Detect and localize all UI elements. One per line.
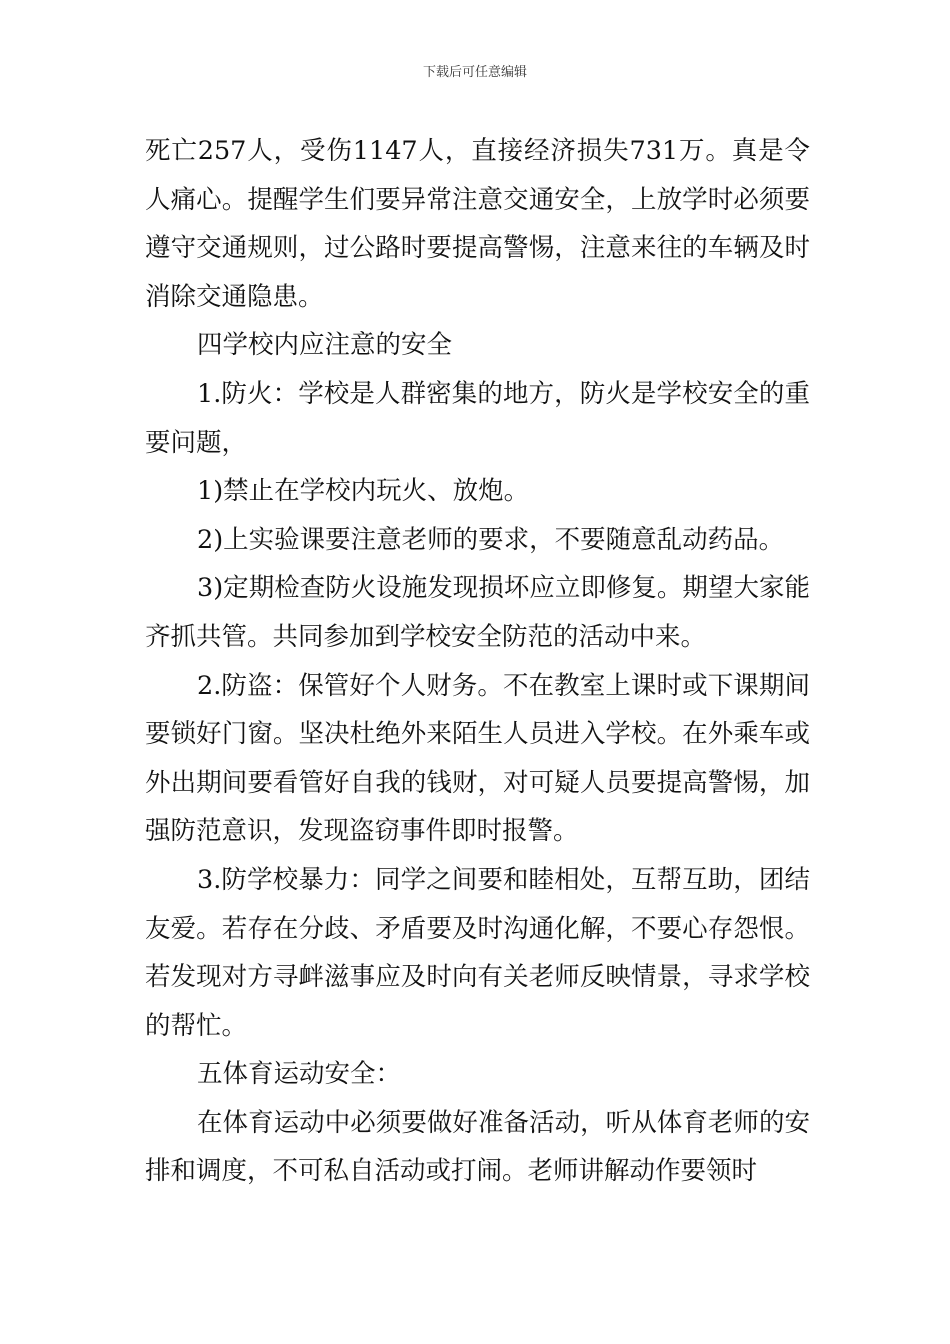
- list-item-fire-equipment-check: 3)定期检查防火设施发现损坏应立即修复。期望大家能齐抓共管。共同参加到学校安全防范的活动中来。: [145, 573, 810, 652]
- paragraph-theft-prevention: 2.防盗：保管好个人财务。不在教室上课时或下课期间要锁好门窗。坚决杜绝外来陌生人员进入学校。在外乘车或外出期间要看管好自我的钱财，对可疑人员要提高警惕，加强防范意识，发现盗窃事件即时报警。: [145, 670, 810, 847]
- document-body: [145, 127, 810, 1196]
- list-item-lab-rules: 2)上实验课要注意老师的要求，不要随意乱动药品。: [197, 524, 785, 555]
- paragraph-violence-prevention: 3.防学校暴力：同学之间要和睦相处，互帮互助，团结友爱。若存在分歧、矛盾要及时沟通化解，不要心存怨恨。若发现对方寻衅滋事应及时向有关老师反映情景，寻求学校的帮忙。: [145, 864, 810, 1041]
- paragraph-sports-warmup: 在体育运动中必须要做好准备活动，听从体育老师的安排和调度，不可私自活动或打闹。老师讲解动作要领时: [145, 1107, 810, 1187]
- section-heading-sports-safety: 五体育运动安全：: [197, 1059, 402, 1090]
- paragraph-fire-prevention: 1.防火：学校是人群密集的地方，防火是学校安全的重要问题，: [145, 378, 810, 458]
- page-header: 下载后可任意编辑: [422, 65, 527, 80]
- paragraph-traffic-statistics: 死亡257人，受伤1147人，直接经济损失731万。真是令人痛心。提醒学生们要异常注意交通安全，上放学时必须要遵守交通规则，过公路时要提高警惕，注意来往的车辆及时消除交通隐患。: [145, 136, 810, 312]
- section-heading-school-safety: 四学校内应注意的安全: [197, 330, 453, 361]
- list-item-no-fire-play: 1)禁止在学校内玩火、放炮。: [197, 476, 530, 507]
